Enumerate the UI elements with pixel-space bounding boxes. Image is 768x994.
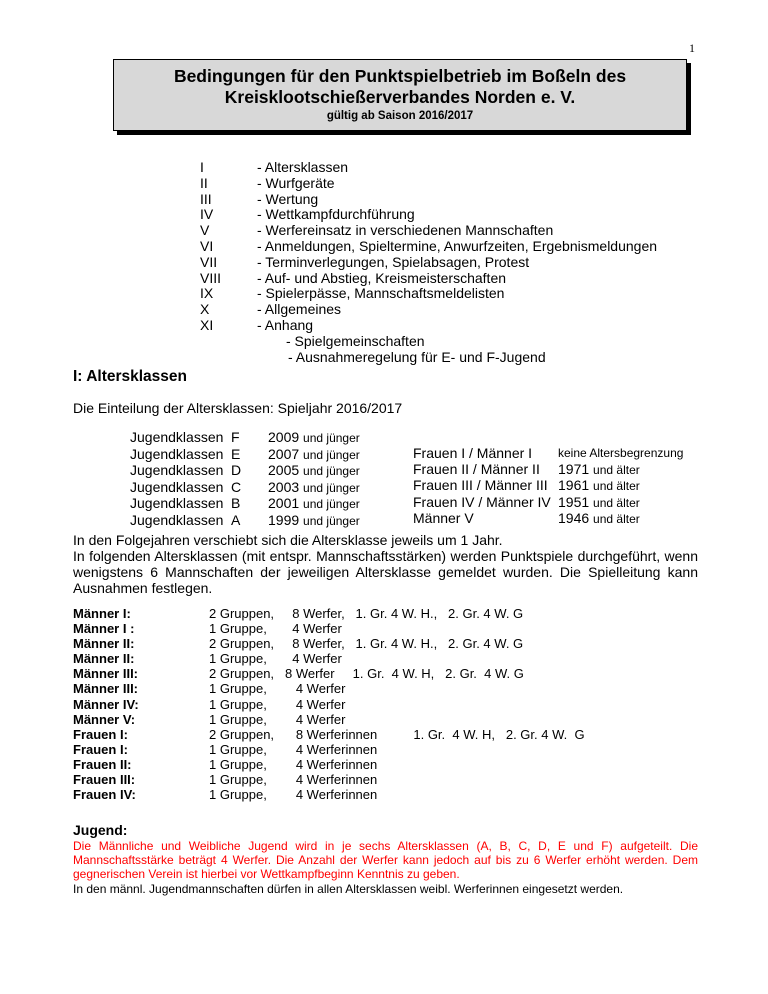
class-label: Frauen I / Männer I — [413, 445, 533, 461]
league-name: Männer I : — [73, 621, 135, 637]
class-letter: E — [231, 445, 241, 462]
title-box — [113, 59, 687, 131]
toc-number: I — [200, 159, 204, 175]
section-heading: I: Altersklassen — [73, 368, 188, 385]
league-groups: 1 Gruppe, — [209, 741, 267, 757]
list-item — [73, 697, 585, 712]
league-name: Männer I: — [73, 606, 131, 621]
list-item — [73, 712, 585, 727]
league-groups: 2 Gruppen, — [209, 606, 275, 621]
league-groups: 1 Gruppe, — [209, 681, 267, 697]
class-year: 1946 — [558, 510, 590, 526]
league-groups: 1 Gruppe, — [209, 696, 267, 712]
toc-item — [200, 239, 657, 255]
class-label: Frauen III / Männer III — [413, 477, 548, 493]
table-row — [413, 446, 683, 462]
title-line-1: Bedingungen für den Punktspielbetrieb im Boßeln des — [173, 66, 627, 86]
table-row — [130, 478, 360, 497]
table-row — [413, 478, 683, 495]
league-name: Frauen II: — [73, 756, 132, 772]
league-groups: 1 Gruppe, — [209, 787, 267, 803]
adult-classes-table — [413, 446, 683, 528]
league-name: Männer II: — [73, 651, 135, 667]
class-year: 1951 — [558, 493, 590, 510]
toc-item — [200, 223, 657, 239]
list-item — [73, 727, 585, 742]
youth-paragraph — [73, 839, 698, 896]
class-suffix: und jünger — [303, 480, 360, 495]
league-detail: 4 Werfer — [285, 681, 346, 697]
table-row — [413, 462, 683, 479]
page-number: 1 — [689, 41, 695, 55]
league-detail: 4 Werferinnen — [285, 756, 378, 772]
list-item — [73, 606, 585, 621]
league-groups: 1 Gruppe, — [209, 651, 267, 667]
class-suffix: und jünger — [303, 513, 360, 528]
list-item — [73, 681, 585, 696]
toc-number: IV — [200, 206, 214, 223]
validity-note: gültig ab Saison 2016/2017 — [326, 110, 474, 122]
toc-number: VII — [200, 253, 218, 270]
toc-item — [200, 176, 657, 192]
class-label: Jugendklassen — [130, 429, 224, 445]
list-item — [73, 621, 585, 636]
league-detail: 4 Werfer — [285, 651, 342, 667]
youth-classes-table — [130, 429, 360, 529]
league-groups: 1 Gruppe, — [209, 772, 267, 788]
youth-rules-red: Die Männliche und Weibliche Jugend wird in je sechs Altersklassen (A, B, C, D, E und F) aufgeteilt. Die Mannschaftsstärke beträgt 4 Werfer. Die Anzahl der Werfer kann jedoch auf bis zu 6 Werfer erhöht werden. Dem gegnerischen Verein ist hierbei vor Wettkampfbeginn Kenntnis zu geben. — [73, 839, 698, 882]
toc-label: - Altersklassen — [257, 159, 349, 175]
class-letter: B — [231, 495, 241, 511]
class-suffix: und jünger — [303, 464, 360, 478]
league-name: Männer III: — [73, 681, 139, 697]
list-item — [73, 787, 585, 802]
toc-label: - Werfereinsatz in verschiedenen Mannschaften — [257, 222, 554, 239]
table-row — [130, 445, 360, 464]
youth-heading: Jugend: — [73, 822, 128, 838]
toc-item — [200, 255, 657, 271]
class-label: Jugendklassen — [130, 478, 224, 495]
list-item — [73, 651, 585, 666]
rules-paragraph: In folgenden Altersklassen (mit entspr. Mannschaftsstärken) werden Punktspiele durchgeführt, wenn wenigstens 6 Mannschaften der jeweiligen Altersklasse gemeldet wurden. Die Spielleitung kann Ausnahmen festlegen. — [73, 548, 698, 597]
toc-number: V — [200, 222, 210, 239]
table-row — [130, 462, 360, 480]
toc-number: X — [200, 301, 210, 318]
class-year: 2005 — [268, 462, 300, 478]
league-groups: 1 Gruppe, — [209, 621, 267, 637]
league-name: Frauen IV: — [73, 787, 136, 803]
league-detail: 4 Werfer — [285, 711, 346, 727]
toc-subitem: - Ausnahmeregelung für E- und F-Jugend — [288, 348, 546, 365]
toc-label: - Wertung — [257, 190, 319, 207]
toc-number: VIII — [200, 269, 222, 286]
toc-label: - Terminverlegungen, Spielabsagen, Protest — [257, 253, 530, 270]
league-detail: 4 Werfer — [285, 696, 346, 712]
table-row — [130, 429, 360, 447]
class-label: Jugendklassen — [130, 462, 224, 478]
toc-item — [200, 318, 657, 334]
toc-item — [200, 207, 657, 223]
league-detail: 4 Werfer — [285, 621, 342, 637]
class-suffix: keine Altersbegrenzung — [558, 446, 684, 460]
league-groups: 2 Gruppen, — [209, 666, 275, 682]
league-name: Männer IV: — [73, 696, 139, 712]
class-year: 2007 — [268, 445, 300, 462]
toc-number: XI — [200, 316, 214, 333]
document-title — [114, 66, 686, 108]
toc-label: - Wurfgeräte — [257, 174, 335, 191]
league-groups: 1 Gruppe, — [209, 711, 267, 727]
toc-number: II — [200, 174, 208, 191]
toc-item — [200, 271, 657, 287]
league-groups: 1 Gruppe, — [209, 756, 267, 772]
class-suffix: und älter — [593, 479, 640, 493]
class-year: 2001 — [268, 495, 300, 511]
toc-label: - Anmeldungen, Spieltermine, Anwurfzeiten, Ergebnismeldungen — [257, 237, 658, 254]
list-item — [73, 666, 585, 681]
toc-label: - Allgemeines — [257, 301, 342, 318]
toc-number: VI — [200, 237, 214, 254]
youth-rules-note: In den männl. Jugendmannschaften dürfen in allen Altersklassen weibl. Werferinnen eingesetzt werden. — [73, 881, 624, 896]
toc-label: - Wettkampfdurchführung — [257, 206, 415, 223]
league-detail: 4 Werferinnen — [285, 787, 378, 803]
class-suffix: und jünger — [303, 447, 360, 462]
class-year: 1961 — [558, 477, 590, 493]
class-year: 1971 — [558, 460, 590, 477]
league-name: Männer V: — [73, 711, 136, 727]
table-row — [130, 495, 360, 513]
league-detail: 8 Werfer 1. Gr. 4 W. H, 2. Gr. 4 W. G — [285, 666, 524, 682]
toc-item — [200, 192, 657, 208]
league-name: Frauen I: — [73, 726, 128, 742]
table-row — [413, 495, 683, 512]
leagues-list — [73, 606, 585, 802]
league-detail: 4 Werferinnen — [285, 741, 378, 757]
toc-item — [200, 286, 657, 302]
class-letter: D — [231, 462, 242, 478]
toc-label: - Anhang — [257, 316, 314, 333]
league-name: Männer II: — [73, 636, 135, 652]
title-line-2: Kreisklootschießerverbandes Norden e. V. — [224, 87, 576, 107]
league-name: Frauen I: — [73, 741, 128, 757]
class-year: 2003 — [268, 478, 300, 495]
class-suffix: und jünger — [303, 431, 360, 445]
list-item — [73, 757, 585, 772]
class-suffix: und jünger — [303, 497, 360, 511]
class-letter: C — [231, 478, 242, 495]
class-label: Jugendklassen — [130, 445, 224, 462]
league-name: Frauen III: — [73, 772, 136, 788]
league-name: Männer III: — [73, 666, 139, 682]
list-item — [73, 636, 585, 651]
league-groups: 2 Gruppen, — [209, 636, 275, 652]
table-of-contents — [200, 160, 657, 365]
league-detail: 8 Werfer, 1. Gr. 4 W. H., 2. Gr. 4 W. G — [285, 606, 524, 621]
toc-item — [200, 160, 657, 176]
age-classes-intro: Die Einteilung der Altersklassen: Spieljahr 2016/2017 — [73, 400, 403, 416]
class-suffix: und älter — [593, 512, 640, 526]
league-detail: 4 Werferinnen — [285, 772, 378, 788]
toc-label: - Spielerpässe, Mannschaftsmeldelisten — [257, 285, 505, 302]
toc-number: IX — [200, 285, 214, 302]
toc-number: III — [200, 190, 212, 207]
class-letter: F — [231, 429, 240, 445]
list-item — [73, 772, 585, 787]
class-label: Männer V — [413, 510, 474, 526]
class-year: 2009 — [268, 429, 300, 445]
class-label: Frauen IV / Männer IV — [413, 493, 551, 510]
class-label: Frauen II / Männer II — [413, 460, 540, 477]
class-year: 1999 — [268, 511, 300, 528]
table-row — [130, 511, 360, 530]
class-suffix: und älter — [593, 495, 640, 510]
class-label: Jugendklassen — [130, 511, 224, 528]
toc-item — [200, 302, 657, 318]
league-groups: 2 Gruppen, — [209, 726, 275, 742]
class-label: Jugendklassen — [130, 495, 224, 511]
class-suffix: und älter — [593, 462, 640, 477]
table-row — [413, 511, 683, 528]
league-detail: 8 Werfer, 1. Gr. 4 W. H., 2. Gr. 4 W. G — [285, 636, 524, 652]
league-detail: 8 Werferinnen 1. Gr. 4 W. H, 2. Gr. 4 W. G — [285, 726, 585, 742]
toc-subitem: - Spielgemeinschaften — [286, 332, 425, 349]
shift-paragraph: In den Folgejahren verschiebt sich die Altersklasse jeweils um 1 Jahr. — [73, 532, 503, 548]
class-letter: A — [231, 511, 241, 528]
list-item — [73, 742, 585, 757]
toc-label: - Auf- und Abstieg, Kreismeisterschaften — [257, 269, 507, 286]
